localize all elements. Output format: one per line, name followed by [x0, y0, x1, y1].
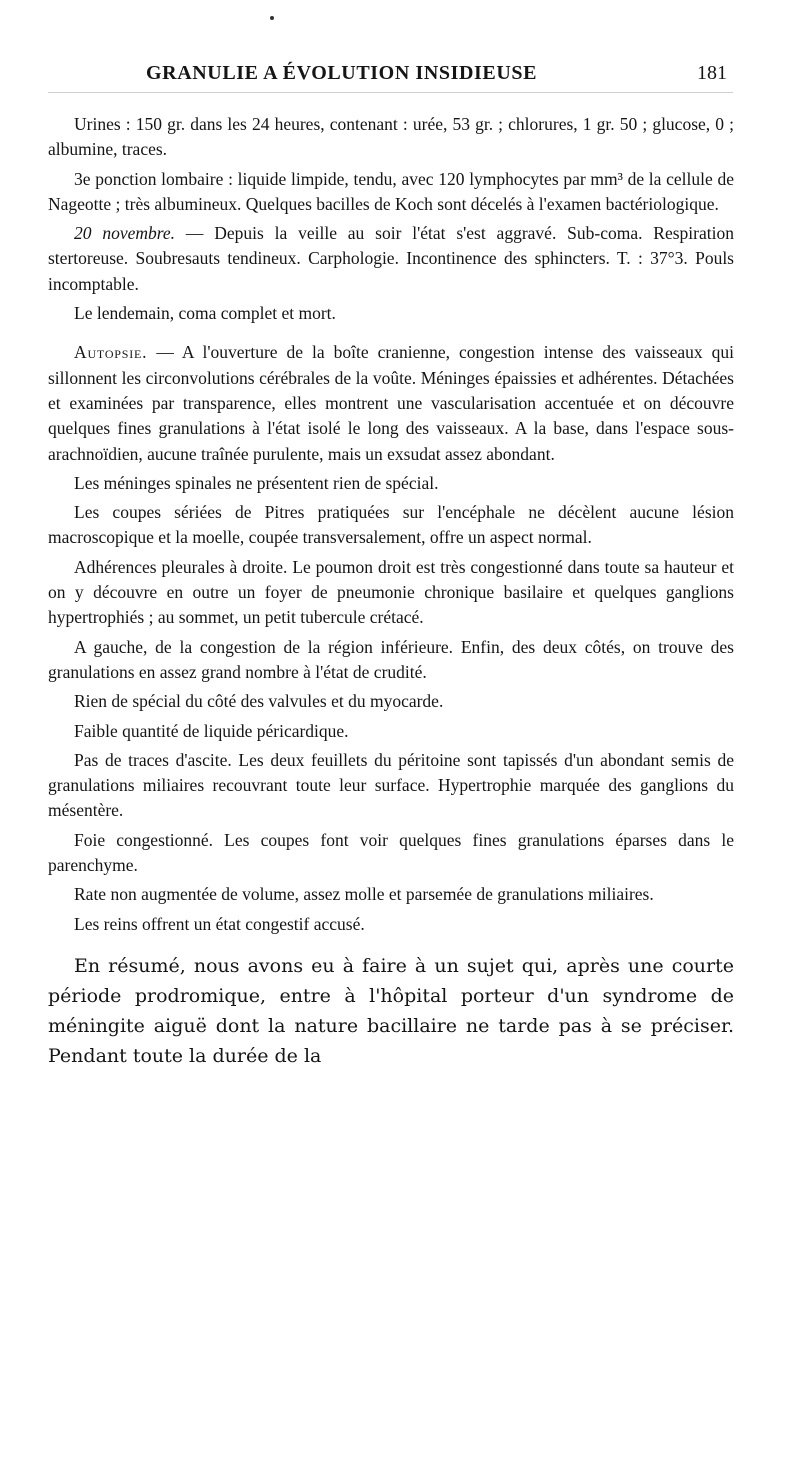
paragraph-rate: Rate non augmentée de volume, assez molle et parsemée de granulations miliaires.: [74, 884, 654, 905]
paragraph-20-novembre: [48, 221, 734, 297]
page-header: [48, 62, 733, 93]
autopsie-label: Autopsie.: [74, 342, 148, 363]
paragraph-autopsie: [48, 340, 734, 466]
autopsie-text: — A l'ouverture de la boîte cranienne, congestion intense des vaisseaux qui sillonnent les circonvolutions cérébrales de la voûte. Méninges épaissies et adhérentes. Détachées et examinées par transparence, elles montrent une vascularisation accentuée et on découvre quelques fines granulations à l'état isolé le long des vaisseaux. A la base, dans l'espace sous-arachnoïdien, aucune traînée purulente, mais un exsudat assez abondant.: [48, 342, 734, 464]
paragraph-reins: Les reins offrent un état congestif accusé.: [74, 913, 365, 934]
paragraph-urines: Urines : 150 gr. dans les 24 heures, contenant : urée, 53 gr. ; chlorures, 1 gr. 50 ; glucose, 0 ; albumine, traces.: [48, 114, 734, 160]
paragraph-resume: En résumé, nous avons eu à faire à un sujet qui, après une courte période prodromique, entre à l'hôpital porteur d'un syndrome de méningite aiguë dont la nature bacillaire ne tarde pas à se préciser. Pendant toute la durée de la: [48, 954, 734, 1067]
running-title: GRANULIE A ÉVOLUTION INSIDIEUSE: [146, 62, 538, 84]
paragraph-lendemain: Le lendemain, coma complet et mort.: [74, 303, 336, 324]
paragraph-ascite: Pas de traces d'ascite. Les deux feuillets du péritoine sont tapissés d'un abondant semis de granulations miliaires recouvrant toute leur surface. Hypertrophie marquée des ganglions du mésentère.: [48, 749, 734, 821]
date-20-novembre: 20 novembre.: [74, 223, 176, 244]
paragraph-coupes-seriees: Les coupes sériées de Pitres pratiquées sur l'encéphale ne décèlent aucune lésion macroscopique et la moelle, coupée transversalement, offre un aspect normal.: [48, 502, 734, 548]
paragraph-ponction: 3e ponction lombaire : liquide limpide, tendu, avec 120 lymphocytes par mm³ de la cellule de Nageotte ; très albumineux. Quelques bacilles de Koch sont décelés à l'examen bactériologique.: [48, 168, 734, 214]
page-body: [48, 112, 734, 1090]
text-20-novembre: — Depuis la veille au soir l'état s'est aggravé. Sub-coma. Respiration stertoreuse. Soubresauts tendineux. Carphologie. Incontinence des sphincters. T. : 37°3. Pouls incomptable.: [48, 223, 734, 294]
paragraph-meninges-spinales: Les méninges spinales ne présentent rien de spécial.: [74, 472, 439, 493]
page-number: 181: [697, 62, 727, 84]
paragraph-gauche: A gauche, de la congestion de la région inférieure. Enfin, des deux côtés, on trouve des granulations en assez grand nombre à l'état de crudité.: [48, 636, 734, 682]
paragraph-adherences: Adhérences pleurales à droite. Le poumon droit est très congestionné dans toute sa hauteur et on y découvre en outre un foyer de pneumonie chronique basilaire et quelques ganglions hypertrophiés ; au sommet, un petit tubercule crétacé.: [48, 556, 734, 628]
paragraph-pericardique: Faible quantité de liquide péricardique.: [74, 720, 349, 741]
paragraph-foie: Foie congestionné. Les coupes font voir quelques fines granulations éparses dans le parenchyme.: [48, 829, 734, 876]
paragraph-myocarde: Rien de spécial du côté des valvules et du myocarde.: [74, 691, 444, 712]
print-speck: [270, 16, 274, 20]
